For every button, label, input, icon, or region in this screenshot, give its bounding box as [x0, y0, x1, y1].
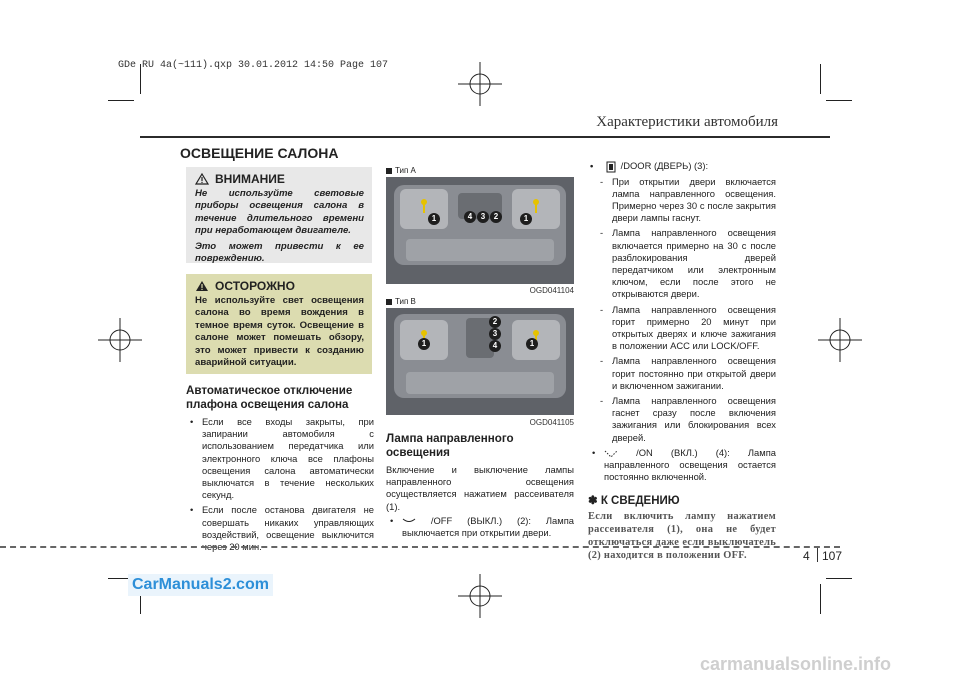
door-switch-icon — [604, 161, 618, 173]
page-number: 107 — [822, 549, 843, 563]
page-chapter-number: 4 — [803, 549, 810, 563]
chapter-divider — [140, 136, 830, 138]
registration-target-icon — [98, 318, 142, 362]
callout-2: 2 — [489, 316, 501, 328]
list-item: • Если после останова двигателя не совершать никаких управляющих воздействий, освещение выключится через 20 мин. — [190, 504, 374, 553]
on-line: • /ON (ВКЛ.) (4): Лампа направленного освещения остается постоянно включенной. — [592, 446, 776, 483]
list-item: - Лампа направленного освещения включается примерно на 30 с после разблокирования дверей передатчиком или электронным ключом, если после этого не открываются двери. — [600, 227, 776, 300]
crop-mark — [820, 64, 821, 94]
registration-target-icon — [458, 574, 502, 618]
photo-label-type-b: Тип В — [386, 297, 416, 306]
caution-triangle-icon — [195, 280, 209, 292]
on-switch-icon — [604, 449, 618, 458]
overhead-console-b-image — [386, 308, 574, 415]
off-line: • /OFF (ВЫКЛ.) (2): Лампа выключается при открытии двери. — [390, 514, 575, 539]
info-text: Если включить лампу нажатием рассеивателя (1), она не будет отключаться даже если выключатель (2) находится в положении OFF. — [588, 511, 776, 562]
warning-box — [186, 167, 372, 263]
info-heading: ✽ К СВЕДЕНИЮ — [588, 495, 680, 508]
warning-text: Это может привести к ее повреждению. — [195, 240, 364, 265]
registration-target-icon — [818, 318, 862, 362]
auto-off-section — [186, 384, 374, 556]
door-title: • /DOOR (ДВЕРЬ) (3): — [590, 160, 709, 171]
crop-mark — [826, 578, 852, 579]
list-item: • Если все входы закрыты, при запирании автомобиля с использованием передатчика или электронного ключа все плафоны освещения салона автоматически выключатся в течение нескольких секунд. — [190, 416, 374, 501]
list-item: - Лампа направленного освещения гаснет сразу после включения зажигания или блокирования всех дверей. — [600, 394, 776, 443]
overhead-console-a-image — [386, 177, 574, 284]
section-title: ОСВЕЩЕНИЕ САЛОНА — [180, 145, 339, 161]
warning-heading-text: ВНИМАНИЕ — [215, 172, 285, 186]
photo-code-b: OGD041105 — [529, 418, 574, 427]
auto-off-heading: Автоматическое отключение — [186, 384, 353, 397]
overhead-console-photo-b — [386, 308, 574, 415]
callout-4: 4 — [489, 340, 501, 352]
list-item: - При открытии двери включается лампа направленного освещения. Примерно через 30 с после закрытия двери лампы гаснут. — [600, 175, 776, 224]
callout-2: 2 — [490, 211, 502, 223]
callout-1: 1 — [520, 213, 532, 225]
door-list — [588, 176, 776, 444]
warning-heading — [195, 172, 364, 186]
callout-1: 1 — [418, 338, 430, 350]
map-lamp-heading: Лампа направленного освещения — [386, 432, 514, 459]
print-slug: GDe RU 4a(~111).qxp 30.01.2012 14:50 Page 107 — [118, 60, 389, 71]
caution-box — [186, 274, 372, 374]
auto-off-heading: плафона освещения салона — [186, 398, 349, 411]
overhead-console-photo-a — [386, 177, 574, 284]
registration-target-icon — [458, 62, 502, 106]
chapter-title: Характеристики автомобиля — [596, 114, 778, 130]
callout-4: 4 — [464, 211, 476, 223]
caution-heading — [195, 279, 364, 293]
warning-triangle-icon — [195, 173, 209, 185]
callout-1: 1 — [526, 338, 538, 350]
list-item: - Лампа направленного освещения горит примерно 20 минут при открытых дверях и ключе зажигания в положении ACC или LOCK/OFF. — [600, 303, 776, 352]
map-lamp-text: Включение и выключение лампы направленного освещения осуществляется нажатием рассеивателя (1). — [386, 464, 574, 512]
map-lamp-section — [386, 432, 574, 539]
caution-text: Не используйте свет освещения салона во время вождения в темное время суток. Освещение в салоне может помешать обзору, это может привести к созданию аварийной ситуации. — [195, 295, 364, 369]
crop-mark — [820, 584, 821, 614]
door-section — [588, 160, 776, 562]
photo-code-a: OGD041104 — [529, 286, 574, 295]
caution-heading-text: ОСТОРОЖНО — [215, 279, 295, 293]
watermark: CarManuals2.com — [128, 574, 273, 596]
photo-label-type-a: Тип А — [386, 166, 416, 175]
off-switch-icon — [402, 517, 416, 525]
crop-mark — [108, 100, 134, 101]
page-number-divider — [817, 548, 818, 562]
callout-3: 3 — [489, 328, 501, 340]
warning-text: Не используйте световые приборы освещения салона в течение длительного времени при неработающем двигателе. — [195, 188, 364, 237]
list-item: - Лампа направленного освещения горит постоянно при открытой двери и включенном зажигании. — [600, 355, 776, 391]
callout-3: 3 — [477, 211, 489, 223]
watermark: carmanualsonline.info — [700, 654, 892, 674]
crop-mark — [826, 100, 852, 101]
footer-dashed-rule — [0, 546, 840, 548]
callout-1: 1 — [428, 213, 440, 225]
